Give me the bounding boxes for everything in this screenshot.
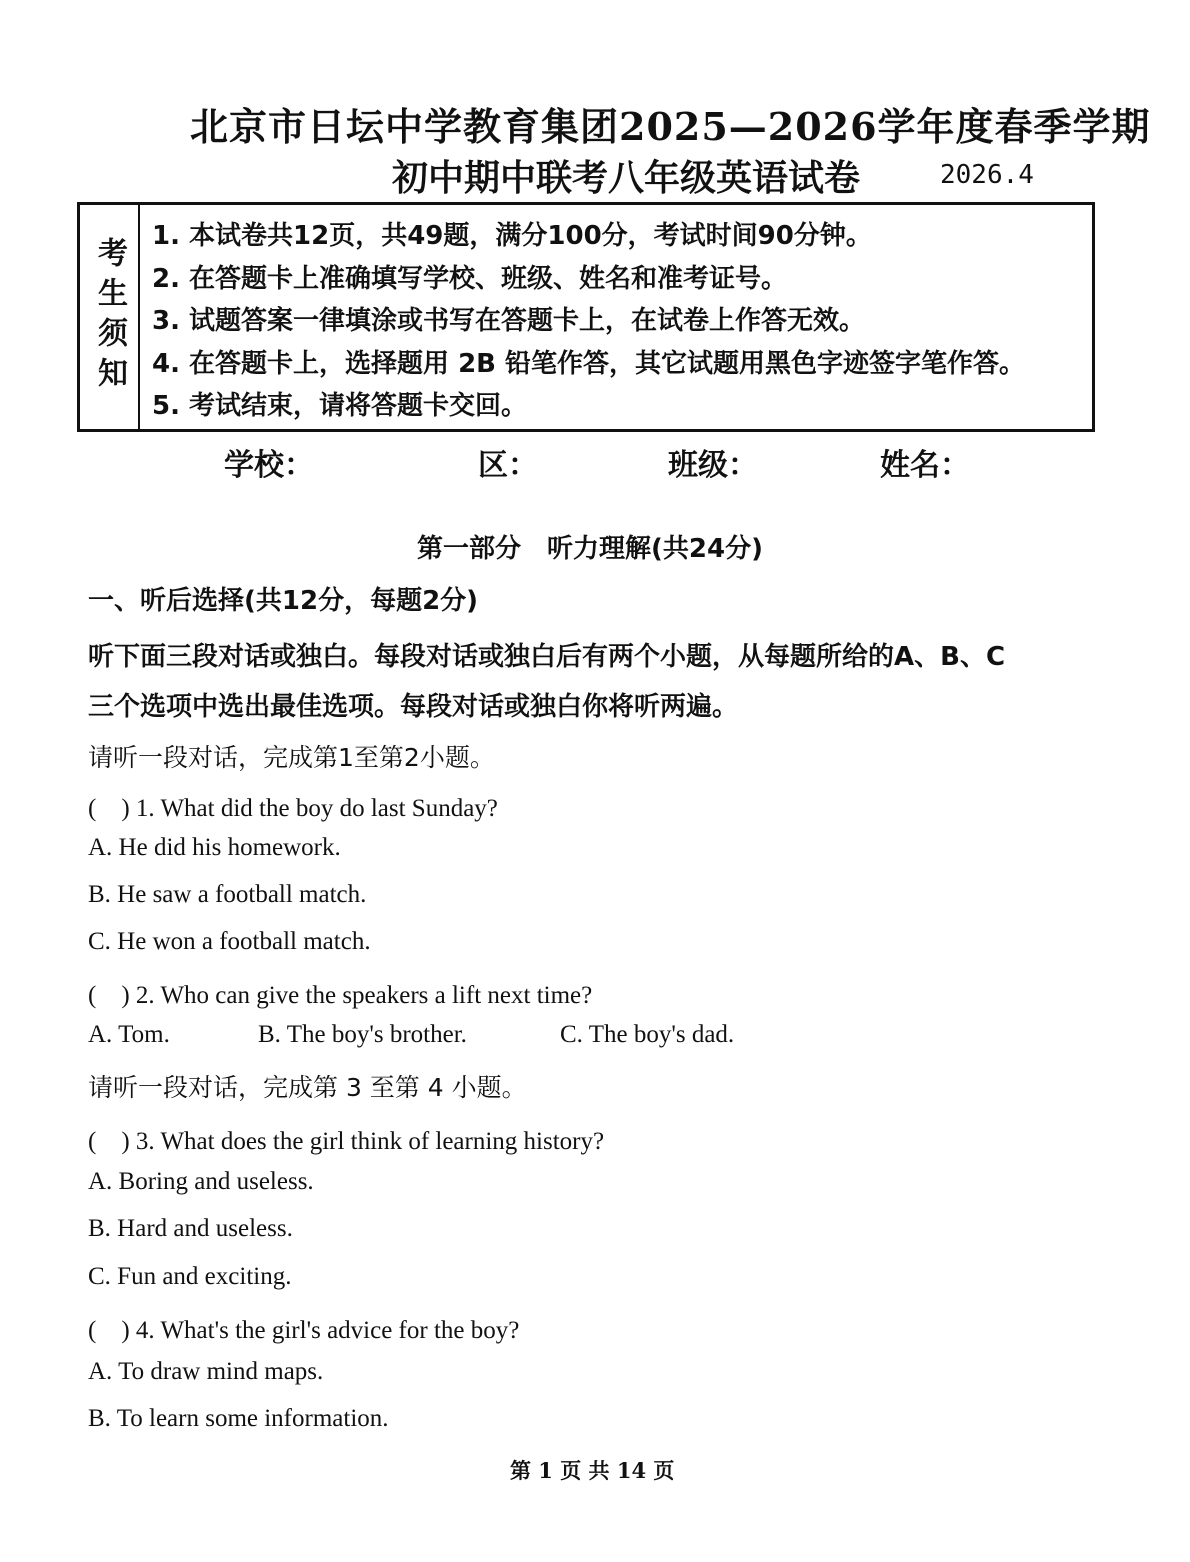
part1-title: 第一部分 听力理解(共24分) xyxy=(417,534,763,564)
question-2-option-c: C. The boy's dad. xyxy=(560,1021,735,1048)
notice-list xyxy=(152,215,1025,428)
notice-item: 3. 试题答案一律填涂或书写在答题卡上，在试卷上作答无效。 xyxy=(152,306,866,336)
notice-item: 1. 本试卷共12页，共49题，满分100分，考试时间90分钟。 xyxy=(152,221,872,251)
page-number: 第 1 页 共 14 页 xyxy=(510,1458,675,1483)
notice-item: 2. 在答题卡上准确填写学校、班级、姓名和准考证号。 xyxy=(152,263,788,294)
question-2-option-a: A. Tom. xyxy=(88,1021,170,1048)
question-2: ( ) 2. Who can give the speakers a lift next time? xyxy=(88,982,593,1009)
question-4-option-b: B. To learn some information. xyxy=(88,1405,389,1432)
exam-date: 2026.4 xyxy=(940,160,1034,190)
instruction-line2: 三个选项中选出最佳选项。每段对话或独白你将听两遍。 xyxy=(88,692,739,722)
field-class-label: 班级： xyxy=(668,448,758,483)
field-name-label: 姓名： xyxy=(880,448,970,483)
section1-title: 一、听后选择(共12分，每题2分) xyxy=(88,586,479,616)
question-2-option-b: B. The boy's brother. xyxy=(258,1021,467,1048)
field-school-label: 学校： xyxy=(224,448,314,483)
notice-item: 5. 考试结束，请将答题卡交回。 xyxy=(152,391,528,421)
field-district-label: 区： xyxy=(478,448,538,483)
candidate-notice-box xyxy=(77,202,1095,432)
instruction-line1: 听下面三段对话或独白。每段对话或独白后有两个小题，从每题所给的A、B、C xyxy=(88,642,1006,672)
question-1-option-b: B. He saw a football match. xyxy=(88,881,367,908)
question-3-option-b: B. Hard and useless. xyxy=(88,1215,293,1242)
question-4-option-a: A. To draw mind maps. xyxy=(88,1358,324,1385)
question-3-option-c: C. Fun and exciting. xyxy=(88,1263,292,1290)
question-1: ( ) 1. What did the boy do last Sunday? xyxy=(88,795,498,822)
question-4: ( ) 4. What's the girl's advice for the boy? xyxy=(88,1317,520,1344)
dialog2-intro: 请听一段对话，完成第 3 至第 4 小题。 xyxy=(88,1073,527,1102)
notice-label: 考生须知 xyxy=(92,237,127,397)
question-3: ( ) 3. What does the girl think of learning history? xyxy=(88,1128,605,1155)
question-1-option-c: C. He won a football match. xyxy=(88,928,371,955)
exam-title-line1: 北京市日坛中学教育集团2025—2026学年度春季学期 xyxy=(190,104,1151,149)
question-1-option-a: A. He did his homework. xyxy=(88,834,341,861)
notice-item: 4. 在答题卡上，选择题用 2B 铅笔作答，其它试题用黑色字迹签字笔作答。 xyxy=(152,348,1026,379)
exam-title-line2: 初中期中联考八年级英语试卷 xyxy=(392,157,861,199)
notice-label-cell xyxy=(80,205,140,429)
dialog1-intro: 请听一段对话，完成第1至第2小题。 xyxy=(88,743,495,772)
question-3-option-a: A. Boring and useless. xyxy=(88,1168,314,1195)
